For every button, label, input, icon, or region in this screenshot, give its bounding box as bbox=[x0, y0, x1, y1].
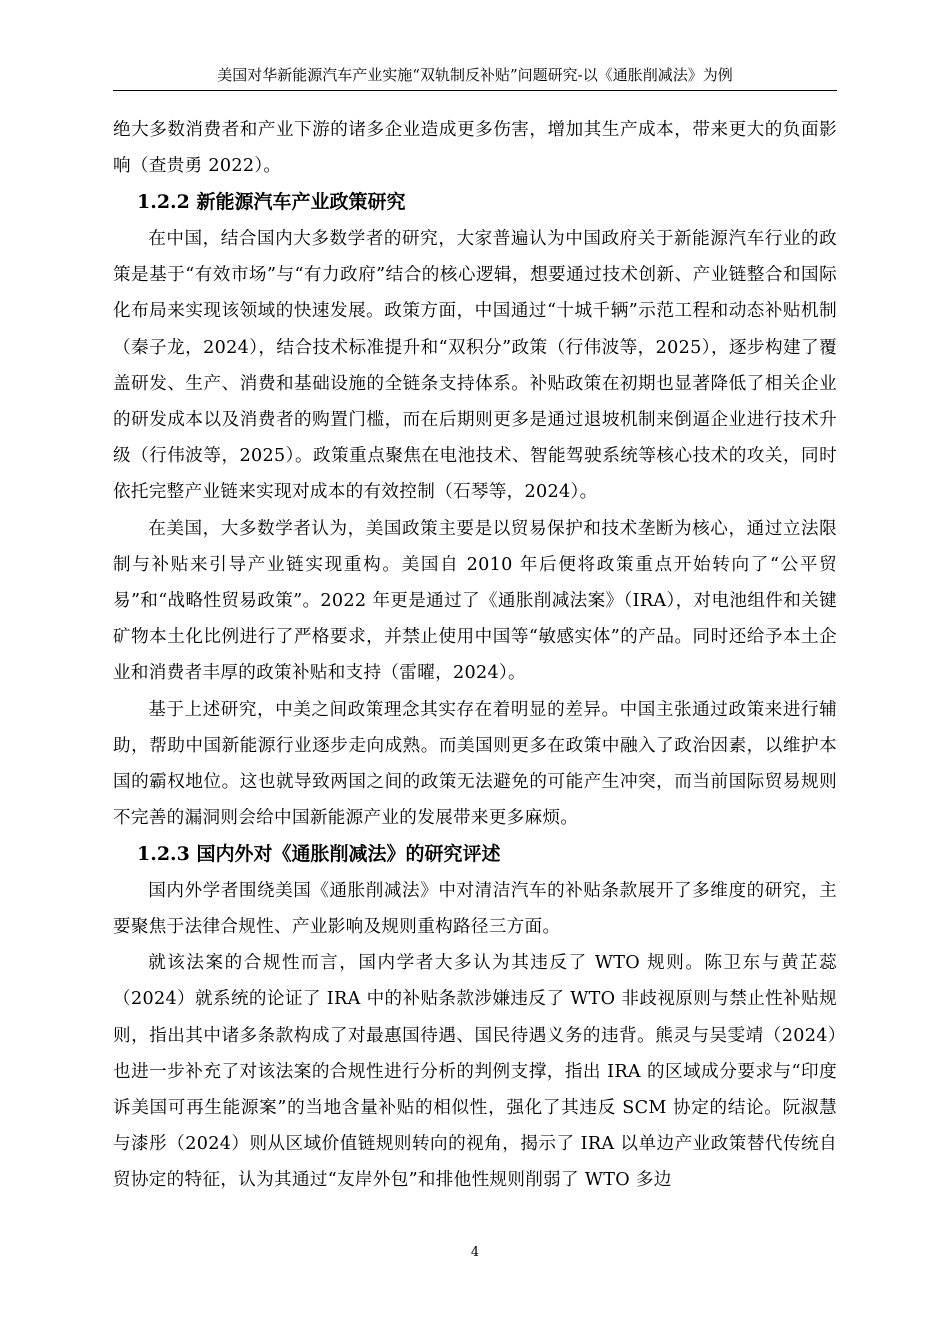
paragraph-china-policy: 在中国，结合国内大多数学者的研究，大家普遍认为中国政府关于新能源汽车行业的政策是基于“有效市场”与“有力政府”结合的核心逻辑，想要通过技术创新、产业链整合和国际化布局来实现该领域的快速发展。政策方面，中国通过“十城千辆”示范工程和动态补贴机制（秦子龙，2024），结合技术标准提升和“双积分”政策（行伟波等，2025），逐步构建了覆盖研发、生产、消费和基础设施的全链条支持体系。补贴政策在初期也显著降低了相关企业的研发成本以及消费者的购置门槛，而在后期则更多是通过退坡机制来倒逼企业进行技术升级（行伟波等，2025）。政策重点聚焦在电池技术、智能驾驶系统等核心技术的攻关，同时依托完整产业链来实现对成本的有效控制（石琴等，2024）。 bbox=[113, 228, 837, 503]
section-heading-1-2-3: 1.2.3 国内外对《通胀削减法》的研究评述 bbox=[137, 843, 501, 866]
page-number: 4 bbox=[470, 1245, 480, 1260]
paragraph-ira-compliance: 就该法案的合规性而言，国内学者大多认为其违反了 WTO 规则。陈卫东与黄芷蕊（2024）就系统的论证了 IRA 中的补贴条款涉嫌违反了 WTO 非歧视原则与禁止性补贴规则，指出其中诸多条款构成了对最惠国待遇、国民待遇义务的违背。熊灵与吴雯靖（2024）也进一步补充了对该法案的合规性进行分析的判例支撑，指出 IRA 的区域成分要求与“印度诉美国可再生能源案”的当地含量补贴的相似性，强化了其违反 SCM 协定的结论。阮淑慧与漆彤（2024）则从区域价值链规则转向的视角，揭示了 IRA 以单边产业政策替代传统自贸协定的特征，认为其通过“友岸外包”和排他性规则削弱了 WTO 多边 bbox=[113, 953, 837, 1191]
paragraph-us-policy: 在美国，大多数学者认为，美国政策主要是以贸易保护和技术垄断为核心，通过立法限制与补贴来引导产业链实现重构。美国自 2010 年后便将政策重点开始转向了“公平贸易”和“战略性贸易政策”。2022 年更是通过了《通胀削减法案》（IRA），对电池组件和关键矿物本土化比例进行了严格要求，并禁止使用中国等“敏感实体”的产品。同时还给予本土企业和消费者丰厚的政策补贴和支持（雷曜，2024）。 bbox=[113, 518, 837, 684]
running-header: 美国对华新能源汽车产业实施“双轨制反补贴”问题研究-以《通胀削减法》为例 bbox=[217, 66, 733, 84]
paragraph-continued: 绝大多数消费者和产业下游的诸多企业造成更多伤害，增加其生产成本，带来更大的负面影响（查贵勇 2022）。 bbox=[113, 120, 837, 177]
page-body bbox=[113, 112, 837, 1199]
header-rule bbox=[113, 90, 837, 91]
paragraph-policy-comparison: 基于上述研究，中美之间政策理念其实存在着明显的差异。中国主张通过政策来进行辅助，帮助中国新能源行业逐步走向成熟。而美国则更多在政策中融入了政治因素，以维护本国的霸权地位。这也就导致两国之间的政策无法避免的可能产生冲突，而当前国际贸易规则不完善的漏洞则会给中国新能源产业的发展带来更多麻烦。 bbox=[113, 699, 837, 829]
section-heading-1-2-2: 1.2.2 新能源汽车产业政策研究 bbox=[137, 191, 406, 214]
paragraph-ira-research-overview: 国内外学者围绕美国《通胀削减法》中对清洁汽车的补贴条款展开了多维度的研究，主要聚焦于法律合规性、产业影响及规则重构路径三方面。 bbox=[113, 880, 837, 938]
